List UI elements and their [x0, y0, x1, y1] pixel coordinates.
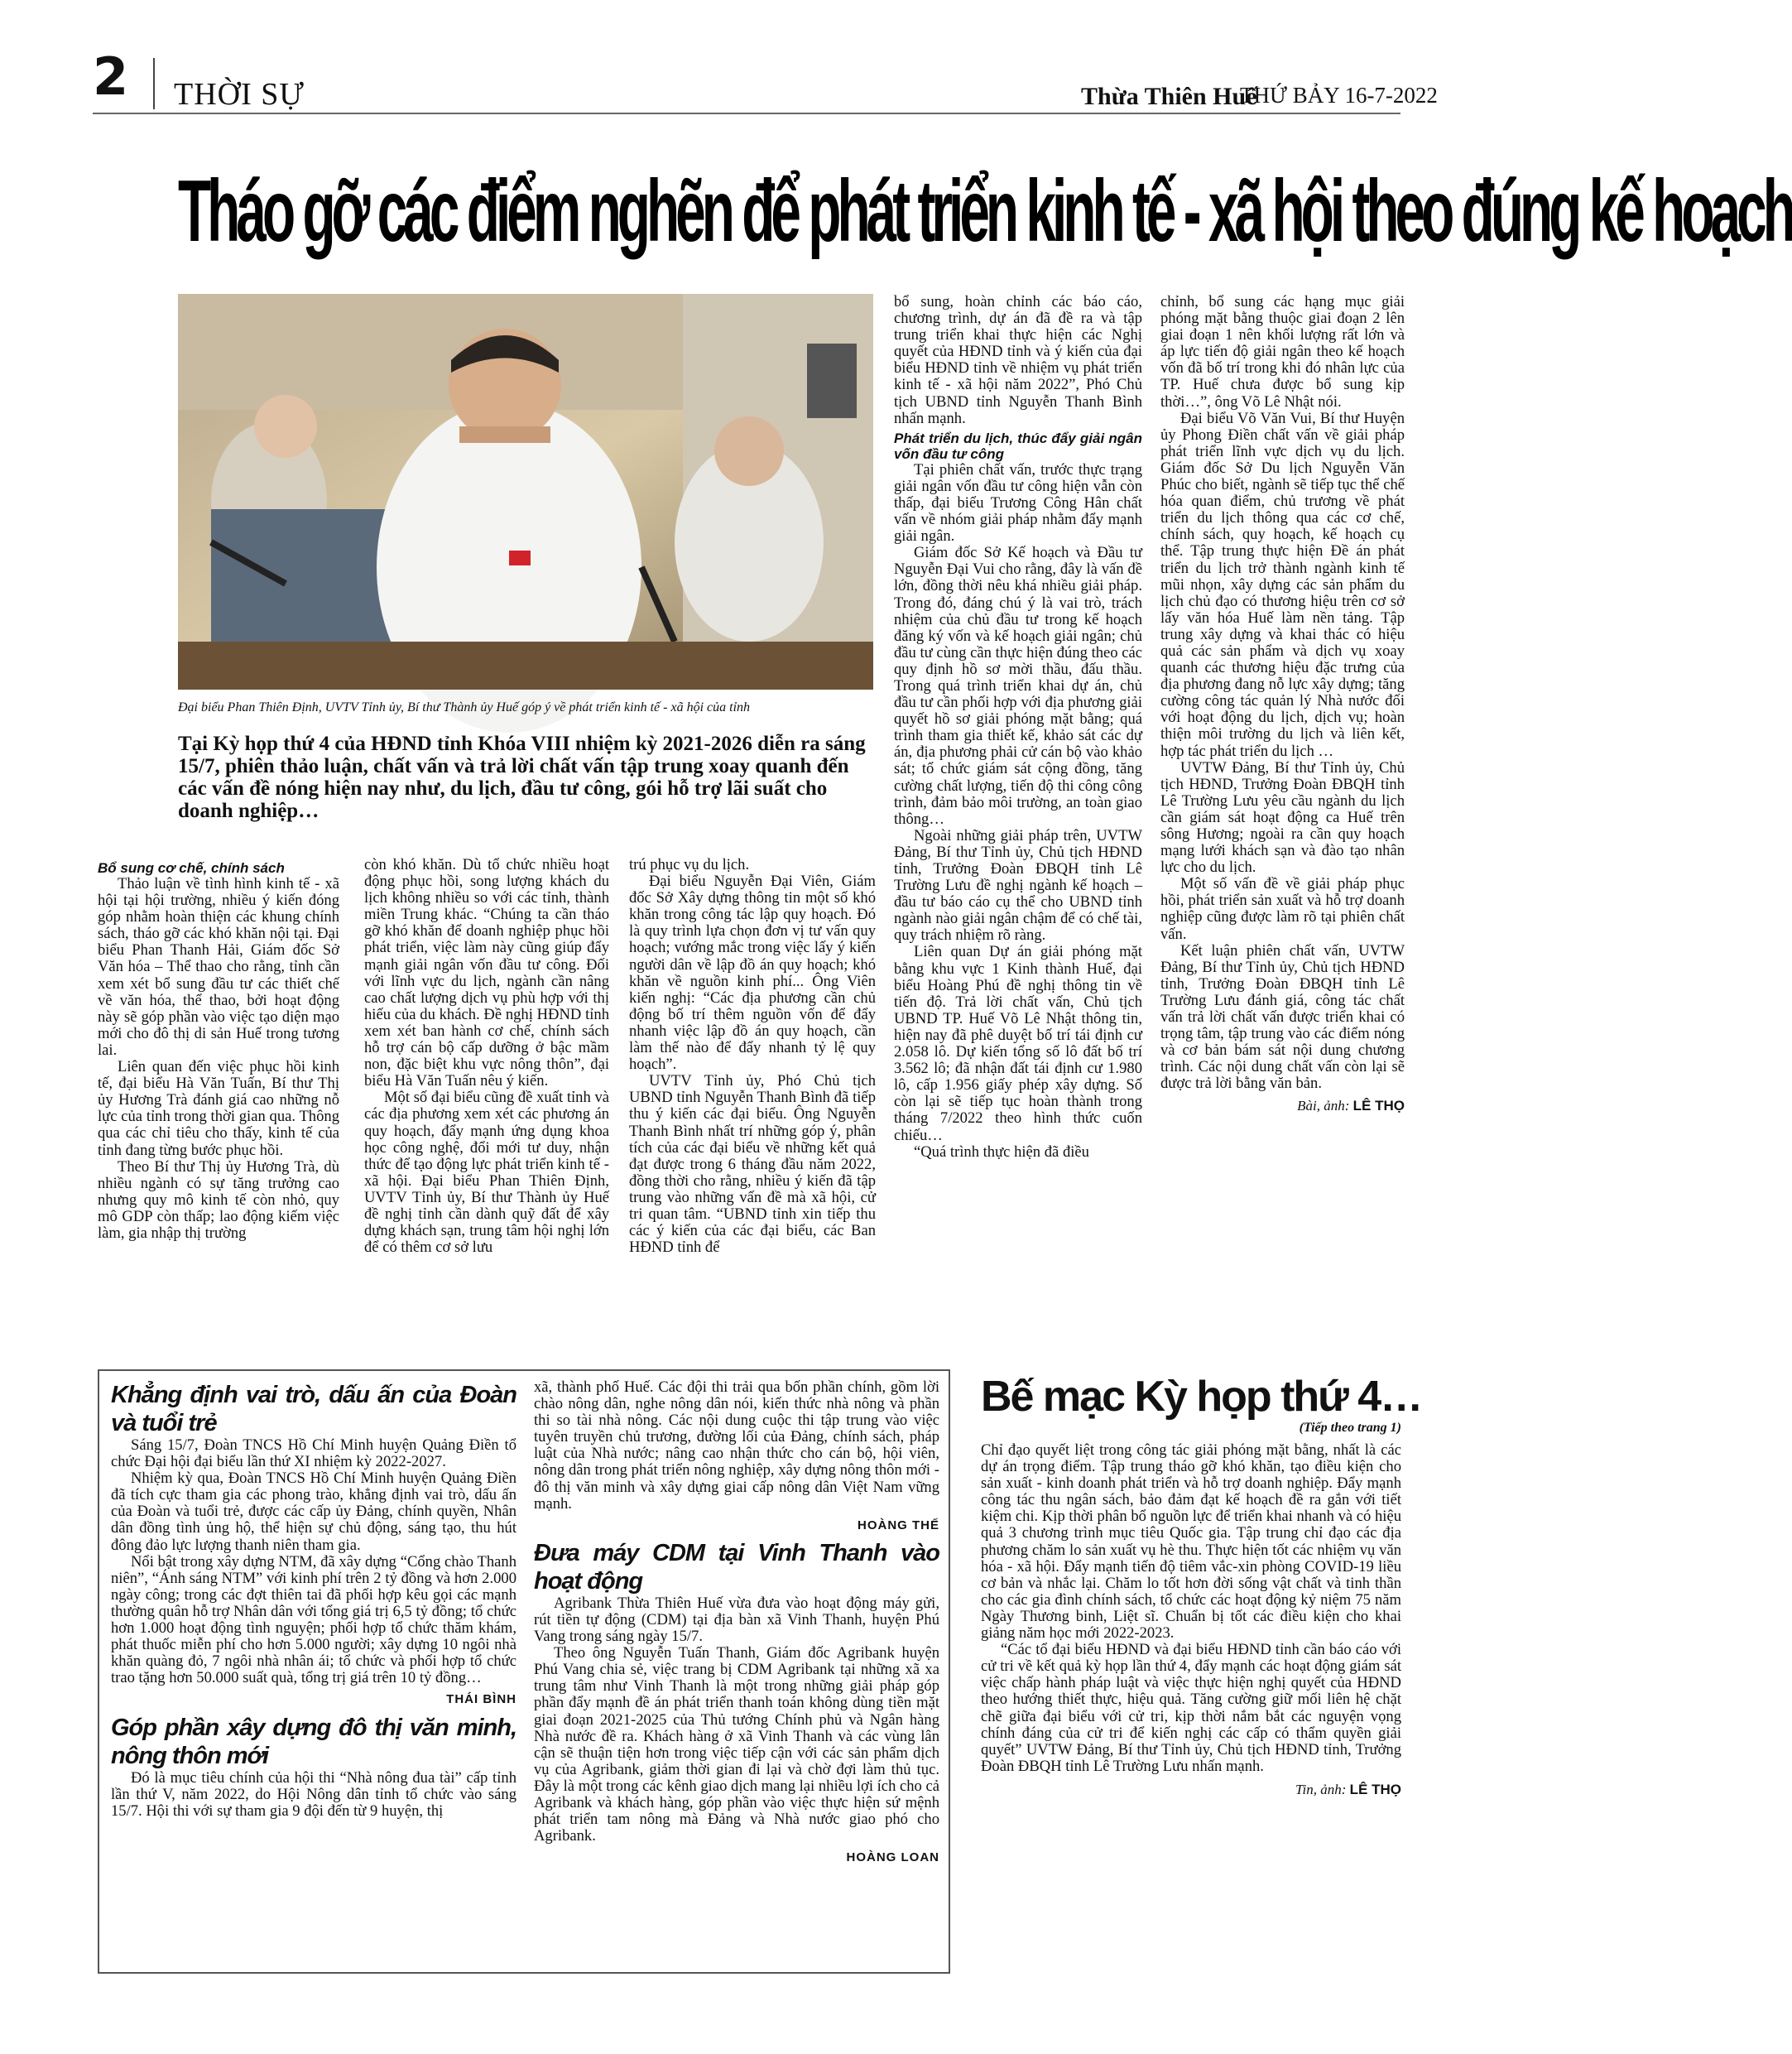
- news-author: HOÀNG LOAN: [846, 1850, 939, 1865]
- section-title: THỜI SỰ: [174, 77, 305, 112]
- page-number: 2: [93, 46, 129, 107]
- continued-note: (Tiếp theo trang 1): [1299, 1421, 1401, 1435]
- paragraph: Đó là mục tiêu chính của hội thi “Nhà nông đua tài” cấp tỉnh lần thứ V, năm 2022, do Hội Nông dân tỉnh tổ chức vào sáng 15/7. Hội thi với sự tham gia 9 đội đến từ 9 huyện, thị: [111, 1768, 516, 1820]
- byline: [1160, 1098, 1405, 1114]
- article-column-3: [629, 857, 876, 1256]
- byline-prefix: Tin, ảnh:: [1295, 1781, 1350, 1797]
- news-author: HOÀNG THẾ: [858, 1518, 939, 1532]
- paragraph: còn khó khăn. Dù tổ chức nhiều hoạt động phục hồi, song lượng khách du lịch không nhiều so với các tỉnh, thành miền Trung khác. “Chúng ta cần tháo gỡ khó khăn để doanh nghiệp phục hồi phát triển, việc làm này cũng giúp đẩy mạnh giải ngân vốn đầu tư công. Đối với lĩnh vực du lịch, ngành cần nâng cao chất lượng dịch vụ phù hợp với thị hiếu của du khách. Đề nghị HĐND tỉnh xem xét ban hành cơ chế, chính sách hỗ trợ cán bộ cấp dưỡng ở bậc mầm non, đặc biệt khu vực nông thôn”, đại biểu Hà Văn Tuấn nêu ý kiến.: [364, 856, 609, 1090]
- photo-illustration: [178, 294, 873, 690]
- news-author: THÁI BÌNH: [446, 1692, 516, 1707]
- news-title: Khẳng định vai trò, dấu ấn của Đoàn và tuổi trẻ: [111, 1382, 516, 1436]
- paragraph: Nhiệm kỳ qua, Đoàn TNCS Hồ Chí Minh huyện Quảng Điền đã tích cực tham gia các phong trào, khẳng định vai trò, dấu ấn của Đoàn và tuổi trẻ, được các cấp ủy Đảng, chính quyền, Nhân dân đồng tình ủng hộ, thể hiện sự chủ động, sáng tạo, thu hút đông đảo lực lượng thanh niên tham gia.: [111, 1470, 516, 1554]
- article-column-2: [364, 857, 609, 1256]
- paragraph: Ngoài những giải pháp trên, UVTW Đảng, Bí thư Tỉnh ủy, Chủ tịch HĐND tỉnh, Trưởng Đoàn ĐBQH tỉnh Lê Trường Lưu đề nghị ngành kế hoạch – đầu tư báo cáo cụ thể cho UBND tỉnh ngành nào giải ngân chậm để có chế tài, quy trách nhiệm rõ ràng.: [894, 826, 1142, 945]
- paragraph: Một số vấn đề về giải pháp phục hồi, phát triển sản xuất và hỗ trợ doanh nghiệp cũng được làm rõ tại phiên chất vấn.: [1160, 875, 1405, 943]
- subheading: Phát triển du lịch, thúc đẩy giải ngân vốn đầu tư công: [894, 430, 1142, 462]
- paragraph: Theo ông Nguyễn Tuấn Thanh, Giám đốc Agribank huyện Phú Vang chia sẻ, việc trang bị CDM Agribank tại những xã xa trung tâm như Vinh Thanh là một trong những giải pháp góp phần đẩy mạnh đề án phát triển thanh toán không dùng tiền mặt giai đoạn 2021-2025 của Thủ tướng Chính phủ và Ngân hàng Nhà nước đề ra. Khách hàng ở xã Vinh Thanh và các vùng lân cận sẽ thuận tiện hơn trong việc tiếp cận với các sản phẩm dịch vụ của Agribank, giảm thời gian đi lại và chờ đợi làm thủ tục. Đây là một trong các kênh giao dịch mang lại nhiều lợi ích cho cả Agribank và khách hàng, góp phần vào việc thực hiện sứ mệnh phát triển tam nông mà Đảng và Nhà nước giao phó cho Agribank.: [534, 1644, 940, 1845]
- paragraph: Thảo luận về tình hình kinh tế - xã hội tại hội trường, nhiều ý kiến đóng góp nhằm hoàn thiện các khung chính sách, tháo gỡ các khó khăn nội tại. Đại biểu Phan Thanh Hải, Giám đốc Sở Văn hóa – Thể thao cho rằng, tỉnh cần xem xét bổ sung đầu tư các thiết chế về văn hóa, thể thao, bởi hoạt động này sẽ góp phần vào việc tạo diện mạo mới cho đô thị di sản Huế trong tương lai.: [98, 875, 339, 1059]
- main-headline: Tháo gỡ các điểm nghẽn để phát triển kinh tế - xã hội theo đúng kế hoạch: [178, 162, 1792, 260]
- paragraph: Agribank Thừa Thiên Huế vừa đưa vào hoạt động máy gửi, rút tiền tự động (CDM) tại địa bàn xã Vinh Thanh, huyện Phú Vang trong sáng ngày 15/7.: [534, 1594, 939, 1646]
- paragraph: Giám đốc Sở Kế hoạch và Đầu tư Nguyễn Đại Vui cho rằng, đây là vấn đề lớn, đồng thời nêu khá nhiều giải pháp. Trong đó, đáng chú ý là vai trò, trách nhiệm của chủ đầu tư trong kế hoạch đăng ký vốn và kế hoạch giải ngân; chủ đầu tư cùng cần thực hiện đúng theo các quy định hồ sơ mời thầu, đấu thầu. Trong quá trình triển khai dự án, chủ đầu tư cần phối hợp với địa phương giải quyết hồ sơ giải phóng mặt bằng; quá trình tham gia thiết kế, khảo sát các dự án, địa phương phải cử cán bộ vào khảo sát; tổ chức giám sát cộng đồng, tăng cường chất lượng, tiến độ thi công công trình, đảm bảo môi trường, an toàn giao thông…: [894, 544, 1142, 828]
- byline: [981, 1782, 1401, 1798]
- paragraph: Theo Bí thư Thị ủy Hương Trà, dù nhiều ngành có sự tăng trưởng cao nhưng quy mô kinh tế còn nhỏ, quy mô GDP còn thấp; lao động kiếm việc làm, gia nhập thị trường: [98, 1157, 339, 1242]
- photo-caption: Đại biểu Phan Thiên Định, UVTV Tỉnh ủy, Bí thư Thành ủy Huế góp ý về phát triển kinh tế - xã hội của tỉnh: [178, 700, 751, 714]
- paragraph: “Các tổ đại biểu HĐND và đại biểu HĐND tỉnh cần báo cáo với cử tri về kết quả kỳ họp lần thứ 4, đẩy mạnh các hoạt động giám sát việc chấp hành pháp luật và việc thực hiện nghị quyết của HĐND theo hướng thiết thực, hiệu quả. Tăng cường giữ mối liên hệ chặt chẽ giữa đại biểu với cử tri, kịp thời nắm bắt các nguyện vọng chính đáng của cử tri để kiến nghị các cấp có thẩm quyền giải quyết” UVTW Đảng, Bí thư Tỉnh ủy, Chủ tịch HĐND tỉnh, Trưởng Đoàn ĐBQH tỉnh Lê Trường Lưu nhấn mạnh.: [981, 1641, 1401, 1775]
- article-column-4: [894, 294, 1142, 1161]
- byline-prefix: Bài, ảnh:: [1297, 1097, 1353, 1114]
- paragraph: “Quá trình thực hiện đã điều: [914, 1142, 1089, 1161]
- paragraph: Liên quan Dự án giải phóng mặt bằng khu vực 1 Kinh thành Huế, đại biểu Hoàng Phú đề nghị thông tin về tiến độ. Trả lời chất vấn, Chủ tịch UBND TP. Huế Võ Lê Nhật thông tin, hiện nay đã phê duyệt bố trí tái định cư 2.058 lô. Dự kiến tổng số lô đất bố trí 3.562 lô; đã nhận đất tái định cư 1.980 lô, cấp 1.956 giấy phép xây dựng. Số còn lại sẽ tiếp tục hoàn thành trong tháng 7/2022 theo hình thức cuốn chiếu…: [894, 943, 1142, 1144]
- article-photo: [178, 294, 873, 690]
- subheading: Bổ sung cơ chế, chính sách: [98, 860, 285, 876]
- paragraph: Liên quan đến việc phục hồi kinh tế, đại biểu Hà Văn Tuấn, Bí thư Thị ủy Hương Trà đánh giá cao những nỗ lực của tỉnh trong thời gian qua. Thông qua các chỉ tiêu cho thấy, kinh tế của tỉnh đang từng bước phục hồi.: [98, 1058, 339, 1159]
- header-divider: [153, 58, 155, 109]
- side-article-title: Bế mạc Kỳ họp thứ 4…: [981, 1373, 1422, 1421]
- paragraph: Nổi bật trong xây dựng NTM, đã xây dựng “Cổng chào Thanh niên”, “Ánh sáng NTM” với kinh phí trên 2 tỷ đồng và hơn 2.000 ngày công; trong các đợt thiên tai đã phối hợp kêu gọi các mạnh thường quân hỗ trợ Nhân dân với tổng giá trị 6,5 tỷ đồng; tổ chức hơn 1.000 hoạt động tình nguyện; phối hợp tổ chức thăm khám, phát thuốc miễn phí cho hơn 5.000 người; xây dựng 10 ngôi nhà khăn quàng đỏ, 7 ngôi nhà nhân ái; tổ chức và phối hợp tổ chức trao tặng hơn 50.000 suất quà, tổng trị giá trên 10 tỷ đồng…: [111, 1552, 516, 1687]
- paragraph: Sáng 15/7, Đoàn TNCS Hồ Chí Minh huyện Quảng Điền tổ chức Đại hội đại biểu lần thứ XI nhiệm kỳ 2022-2027.: [111, 1436, 516, 1471]
- paragraph: UVTW Đảng, Bí thư Tỉnh ủy, Chủ tịch HĐND, Trưởng Đoàn ĐBQH tỉnh Lê Trường Lưu yêu cầu ngành du lịch cần giám sát hoạt động ca Huế trên sông Hương; ngoài ra cần quy hoạch mạng lưới khách sạn và đào tạo nhân lực cho du lịch.: [1160, 758, 1405, 877]
- paragraph: Kết luận phiên chất vấn, UVTW Đảng, Bí thư Tỉnh ủy, Chủ tịch HĐND tỉnh, Trưởng Đoàn ĐBQH tỉnh Lê Trường Lưu đánh giá, công tác chất vấn trả lời chất vấn được triển khai có trọng tâm, tập trung vào các điểm nóng và cơ bản bám sát nội dung chương trình. Các nội dung chất vấn còn lại sẽ được trả lời bằng văn bản.: [1160, 941, 1405, 1093]
- byline-name: LÊ THỌ: [1352, 1097, 1405, 1114]
- paragraph: xã, thành phố Huế. Các đội thi trải qua bốn phần chính, gồm lời chào nông dân, nghe nông dân nói, kiến thức nhà nông và phần thi so tài nhà nông. Các nội dung cuộc thi tập trung vào việc tuyên truyền chủ trương, đường lối của Đảng, chính sách, pháp luật của Nhà nước; nâng cao nhận thức cho cán bộ, hội viên, nông dân trong phát triển nông nghiệp, xây dựng nông thôn mới - đô thị văn minh và xây dựng giai cấp nông dân Việt Nam vững mạnh.: [534, 1378, 939, 1513]
- issue-date: THỨ BẢY 16-7-2022: [1240, 83, 1438, 108]
- paragraph: Chỉ đạo quyết liệt trong công tác giải phóng mặt bằng, nhất là các dự án trọng điểm. Tập trung tháo gỡ khó khăn, tạo điều kiện cho sản xuất - kinh doanh phát triển và hỗ trợ doanh nghiệp. Đẩy mạnh công tác thu ngân sách, bảo đảm đạt kế hoạch đề ra gắn với tiết kiệm chi. Kịp thời phân bổ nguồn lực để triển khai nhanh và có hiệu quả 3 chương trình mục tiêu Quốc gia. Tập trung chỉ đạo các địa phương chăm lo sản xuất vụ hè thu. Thực hiện tốt các nhiệm vụ văn hóa - xã hội. Đẩy mạnh tiến độ tiêm vắc-xin phòng COVID-19 liều cơ bản và nhắc lại. Chăm lo tốt hơn đời sống vật chất và tinh thần cho các gia đình chính sách, tổ chức các hoạt động kỷ niệm 75 năm Ngày Thương binh, Liệt sĩ. Chuẩn bị tốt các điều kiện cho khai giảng năm học mới 2022-2023.: [981, 1441, 1401, 1643]
- article-column-1: [98, 857, 339, 1242]
- byline-name: LÊ THỌ: [1349, 1781, 1401, 1797]
- paragraph: chỉnh, bổ sung các hạng mục giải phóng mặt bằng thuộc giai đoạn 2 lên giai đoạn 1 nên khối lượng rất lớn và áp lực tiến độ giải ngân theo kế hoạch vốn đã bố trí trong khi đó nhân lực của TP. Huế chưa được bổ sung kịp thời…”, ông Võ Lê Nhật nói.: [1160, 293, 1405, 411]
- news-box: [98, 1369, 950, 1974]
- paragraph: trú phục vụ du lịch.: [629, 856, 750, 873]
- news-title: Đưa máy CDM tại Vinh Thanh vào hoạt động: [534, 1539, 939, 1595]
- side-article-body: [981, 1442, 1401, 1798]
- header-rule: [93, 113, 1400, 114]
- box-column-2: [534, 1379, 939, 1866]
- paragraph: bổ sung, hoàn chỉnh các báo cáo, chương trình, dự án đã đề ra và tập trung triển khai thực hiện các Nghị quyết của HĐND tỉnh và ý kiến của đại biểu HĐND tỉnh về nhiệm vụ phát triển kinh tế - xã hội năm 2022”, Phó Chủ tịch UBND tỉnh Nguyễn Thanh Bình nhấn mạnh.: [894, 293, 1142, 427]
- paragraph: Đại biểu Võ Văn Vui, Bí thư Huyện ủy Phong Điền chất vấn về giải pháp phát triển lĩnh vực dịch vụ du lịch. Giám đốc Sở Du lịch Nguyễn Văn Phúc cho biết, ngành sẽ tiếp tục thể chế hóa quan điểm, chủ trương về phát triển du lịch thông qua các cơ chế, chính sách, quy hoạch, kế hoạch cụ thể. Tập trung thực hiện Đề án phát triển du lịch trở thành ngành kinh tế mũi nhọn, xây dựng các sản phẩm du lịch chủ đạo có thương hiệu trên cơ sở lấy văn hóa Huế làm nền tảng. Tập trung xây dựng và khai thác có hiệu quả các sản phẩm và dịch vụ xoay quanh các thương hiệu đặc trưng của địa phương đang nỗ lực xây dựng; tăng cường công tác quản lý Nhà nước đối với hoạt động du lịch, dịch vụ; hoàn thiện môi trường du lịch và liên kết, hợp tác phát triển du lịch …: [1160, 409, 1405, 760]
- news-title: Góp phần xây dựng đô thị văn minh, nông thôn mới: [111, 1714, 516, 1769]
- article-column-5: [1160, 294, 1405, 1114]
- paper-name: Thừa Thiên Huế: [1081, 83, 1257, 110]
- paragraph: Một số đại biểu cũng đề xuất tỉnh và các địa phương xem xét các phương án quy hoạch, đẩy mạnh ứng dụng khoa học công nghệ, đổi mới tư duy, nhận thức để tạo động lực phát triển kinh tế - xã hội. Đại biểu Phan Thiên Định, UVTV Tỉnh ủy, Bí thư Thành ủy Huế đề nghị tỉnh cần dành quỹ đất để xây dựng khách sạn, trung tâm hội nghị lớn để có thêm cơ sở lưu: [364, 1089, 609, 1257]
- article-lead: Tại Kỳ họp thứ 4 của HĐND tỉnh Khóa VIII nhiệm kỳ 2021-2026 diễn ra sáng 15/7, phiên thảo luận, chất vấn và trả lời chất vấn tập trung xoay quanh đến các vấn đề nóng hiện nay như, du lịch, đầu tư công, gói hỗ trợ lãi suất cho doanh nghiệp…: [178, 733, 866, 822]
- paragraph: Đại biểu Nguyễn Đại Viên, Giám đốc Sở Xây dựng thông tin một số khó khăn trong công tác lập quy hoạch. Đó là quy trình lựa chọn đơn vị tư vấn quy hoạch; vướng mắc trong việc lấy ý kiến người dân về lập đồ án quy hoạch; khó khăn về nguồn kinh phí... Ông Viên kiến nghị: “Các địa phương cần chủ động bố trí thêm nguồn vốn để đẩy nhanh việc lập đồ án quy hoạch, cần làm thế nào để đẩy nhanh tỷ lệ quy hoạch”.: [629, 873, 876, 1074]
- box-column-1: [111, 1381, 516, 1820]
- paragraph: UVTV Tỉnh ủy, Phó Chủ tịch UBND tỉnh Nguyễn Thanh Bình đã tiếp thu ý kiến các đại biểu. Ông Nguyễn Thanh Bình nhất trí những góp ý, phân tích của các đại biểu về những kết quả đạt được trong 6 tháng đầu năm 2022, đồng thời cho rằng, nhiều ý kiến đã tập trung vào những vấn đề mà xã hội, cử tri quan tâm. “UBND tỉnh xin tiếp thu các ý kiến của các đại biểu, các Ban HĐND tỉnh để: [629, 1072, 876, 1257]
- paragraph: Tại phiên chất vấn, trước thực trạng giải ngân vốn đầu tư công hiện vẫn còn thấp, đại biểu Trương Công Hân chất vấn về nhóm giải pháp nhằm đẩy mạnh giải ngân.: [894, 460, 1142, 546]
